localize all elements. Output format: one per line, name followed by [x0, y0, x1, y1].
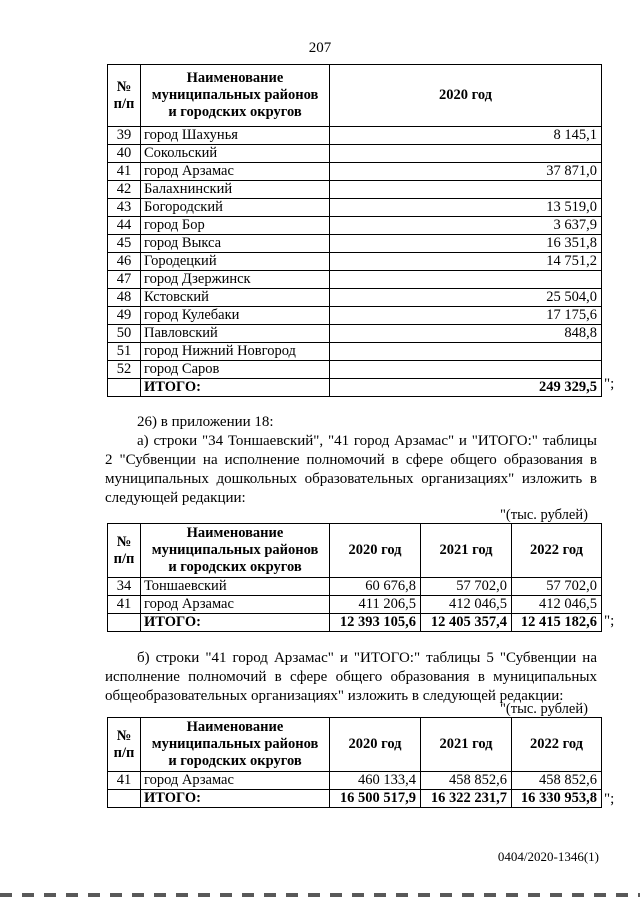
header-district-name: Наименование муниципальных районов и городских округов	[141, 65, 330, 127]
district-name: Тоншаевский	[141, 578, 330, 596]
value-2020: 3 637,9	[330, 217, 602, 235]
total-value-2020: 249 329,5	[330, 379, 602, 397]
page-number: 207	[308, 40, 332, 56]
closing-quote: ";	[604, 376, 615, 392]
header-2020: 2020 год	[330, 718, 421, 772]
total-label: ИТОГО:	[141, 790, 330, 808]
header-2022: 2022 год	[512, 524, 602, 578]
paragraph-appendix-18: 26) в приложении 18:	[137, 414, 274, 430]
total-value-2022: 12 415 182,6	[512, 614, 602, 632]
value-2020	[330, 361, 602, 379]
value-2022: 57 702,0	[512, 578, 602, 596]
row-number: 51	[108, 343, 141, 361]
row-number: 39	[108, 127, 141, 145]
blank-cell	[108, 790, 141, 808]
district-name: город Арзамас	[141, 596, 330, 614]
district-name: город Арзамас	[141, 163, 330, 181]
table-row	[108, 307, 602, 325]
table-row	[108, 235, 602, 253]
table-row	[108, 163, 602, 181]
row-number: 41	[108, 772, 141, 790]
value-2020	[330, 145, 602, 163]
unit-label: "(тыс. рублей)	[500, 701, 588, 717]
value-2021: 412 046,5	[421, 596, 512, 614]
paragraph-table-2-instruction: а) строки "34 Тоншаевский", "41 город Арзамас" и "ИТОГО:" таблицы 2 "Субвенции на исполнение полномочий в сфере общего образования в муниципальных дошкольных образовательных организациях" изложить в следующей редакции:	[105, 433, 597, 506]
row-number: 34	[108, 578, 141, 596]
blank-cell	[108, 614, 141, 632]
value-2020: 411 206,5	[330, 596, 421, 614]
district-name: город Шахунья	[141, 127, 330, 145]
district-name: Павловский	[141, 325, 330, 343]
header-2020: 2020 год	[330, 524, 421, 578]
header-2022: 2022 год	[512, 718, 602, 772]
table-subsidies-2020	[107, 64, 602, 397]
row-number: 48	[108, 289, 141, 307]
header-district-name: Наименование муниципальных районов и городских округов	[141, 718, 330, 772]
header-2021: 2021 год	[421, 524, 512, 578]
total-value-2020: 12 393 105,6	[330, 614, 421, 632]
table-row	[108, 271, 602, 289]
scan-edge-dashes	[0, 893, 640, 897]
row-number: 42	[108, 181, 141, 199]
closing-quote: ";	[604, 613, 615, 629]
district-name: город Выкса	[141, 235, 330, 253]
value-2021: 458 852,6	[421, 772, 512, 790]
table-row	[108, 253, 602, 271]
value-2020	[330, 181, 602, 199]
table-row	[108, 127, 602, 145]
header-number: № п/п	[108, 524, 141, 578]
table-row	[108, 772, 602, 790]
district-name: город Арзамас	[141, 772, 330, 790]
table-row	[108, 145, 602, 163]
value-2022: 412 046,5	[512, 596, 602, 614]
total-value-2021: 12 405 357,4	[421, 614, 512, 632]
value-2020: 14 751,2	[330, 253, 602, 271]
district-name: город Нижний Новгород	[141, 343, 330, 361]
row-number: 50	[108, 325, 141, 343]
row-number: 41	[108, 596, 141, 614]
row-number: 40	[108, 145, 141, 163]
header-number: № п/п	[108, 718, 141, 772]
district-name: Балахнинский	[141, 181, 330, 199]
value-2020: 460 133,4	[330, 772, 421, 790]
row-number: 52	[108, 361, 141, 379]
district-name: город Дзержинск	[141, 271, 330, 289]
table-row	[108, 361, 602, 379]
header-district-name: Наименование муниципальных районов и городских округов	[141, 524, 330, 578]
value-2020: 37 871,0	[330, 163, 602, 181]
value-2020	[330, 271, 602, 289]
document-code: 0404/2020-1346(1)	[497, 849, 599, 864]
table-row	[108, 596, 602, 614]
blank-cell	[108, 379, 141, 397]
row-number: 45	[108, 235, 141, 253]
row-number: 41	[108, 163, 141, 181]
district-name: Кстовский	[141, 289, 330, 307]
table-row	[108, 217, 602, 235]
header-2020: 2020 год	[330, 65, 602, 127]
row-number: 47	[108, 271, 141, 289]
total-row	[108, 379, 602, 397]
district-name: город Саров	[141, 361, 330, 379]
total-label: ИТОГО:	[141, 614, 330, 632]
table-preschool-subsidies	[107, 523, 602, 632]
header-2021: 2021 год	[421, 718, 512, 772]
total-value-2021: 16 322 231,7	[421, 790, 512, 808]
total-value-2022: 16 330 953,8	[512, 790, 602, 808]
value-2020: 16 351,8	[330, 235, 602, 253]
district-name: город Бор	[141, 217, 330, 235]
value-2020: 60 676,8	[330, 578, 421, 596]
row-number: 46	[108, 253, 141, 271]
total-row	[108, 614, 602, 632]
value-2022: 458 852,6	[512, 772, 602, 790]
total-value-2020: 16 500 517,9	[330, 790, 421, 808]
table-general-education-subsidies	[107, 717, 602, 808]
value-2020: 17 175,6	[330, 307, 602, 325]
closing-quote: ";	[604, 791, 615, 807]
paragraph-table-5-instruction: б) строки "41 город Арзамас" и "ИТОГО:" таблицы 5 "Субвенции на исполнение полномочий в сфере общего образования в муниципальных общеобразовательных организациях" изложить в следующей редакции:	[105, 650, 597, 704]
value-2020: 848,8	[330, 325, 602, 343]
row-number: 43	[108, 199, 141, 217]
district-name: Сокольский	[141, 145, 330, 163]
value-2020	[330, 343, 602, 361]
district-name: город Кулебаки	[141, 307, 330, 325]
row-number: 44	[108, 217, 141, 235]
table-row	[108, 325, 602, 343]
value-2020: 8 145,1	[330, 127, 602, 145]
table-row	[108, 199, 602, 217]
table-row	[108, 181, 602, 199]
value-2020: 13 519,0	[330, 199, 602, 217]
row-number: 49	[108, 307, 141, 325]
header-number: № п/п	[108, 65, 141, 127]
table-row	[108, 289, 602, 307]
value-2021: 57 702,0	[421, 578, 512, 596]
table-row	[108, 578, 602, 596]
table-row	[108, 343, 602, 361]
value-2020: 25 504,0	[330, 289, 602, 307]
total-row	[108, 790, 602, 808]
district-name: Богородский	[141, 199, 330, 217]
district-name: Городецкий	[141, 253, 330, 271]
total-label: ИТОГО:	[141, 379, 330, 397]
unit-label: "(тыс. рублей)	[500, 507, 588, 523]
